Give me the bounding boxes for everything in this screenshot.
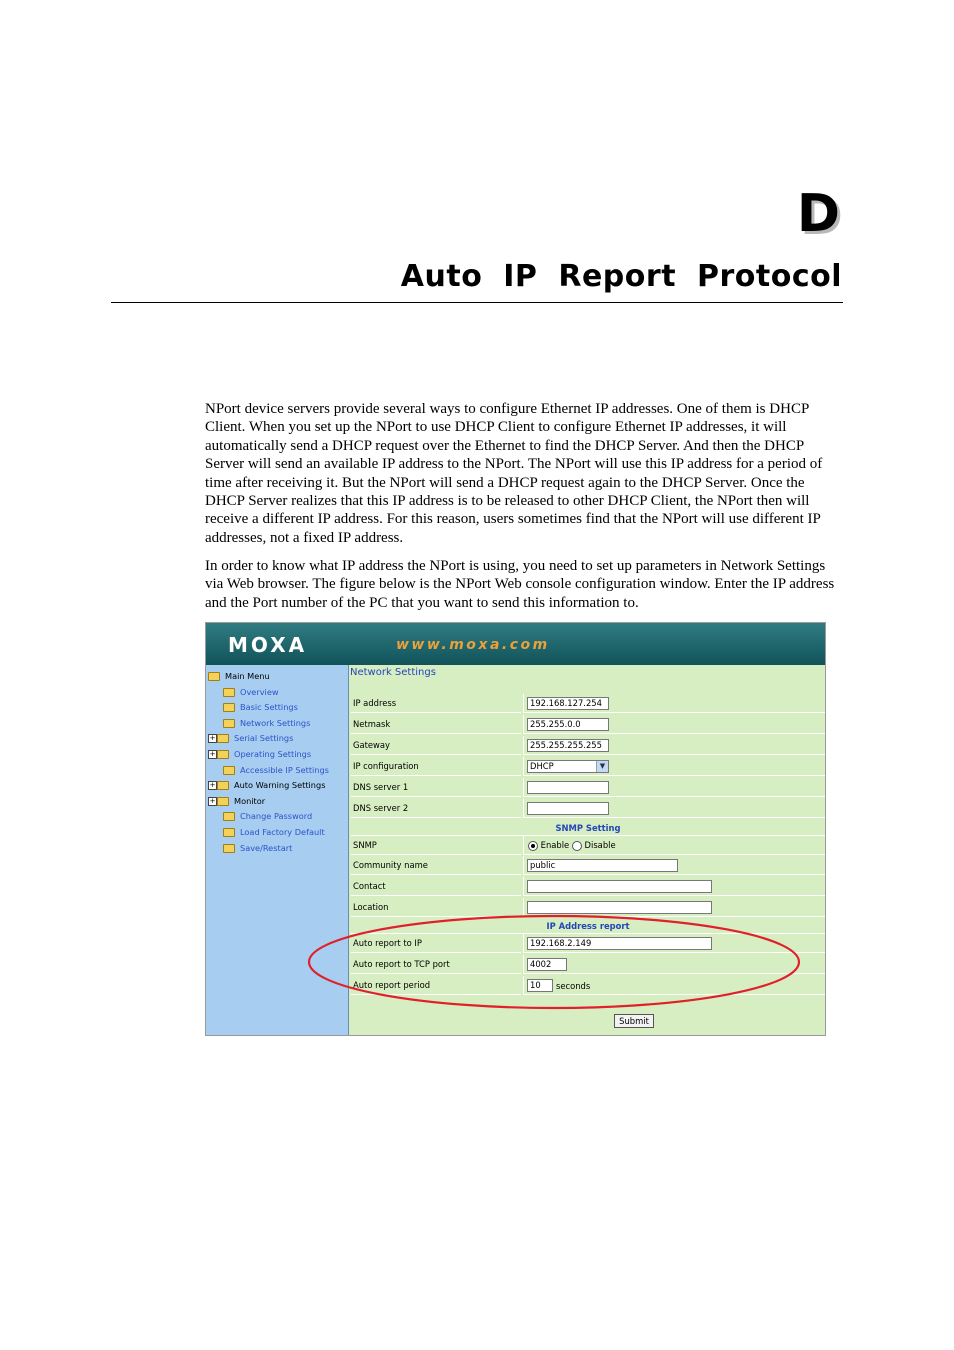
main-menu xyxy=(208,669,329,856)
chapter-title: Auto IP Report Protocol xyxy=(400,259,842,294)
row-contact xyxy=(351,877,825,896)
community-label: Community name xyxy=(351,856,521,875)
row-ip-configuration xyxy=(351,757,825,776)
console-header xyxy=(206,623,825,665)
folder-icon xyxy=(223,844,235,853)
chevron-down-icon[interactable]: ▼ xyxy=(596,761,608,772)
ip-configuration-label: IP configuration xyxy=(351,757,521,776)
ip-address-input[interactable]: 192.168.127.254 xyxy=(527,697,609,710)
community-input[interactable]: public xyxy=(527,859,678,872)
folder-icon xyxy=(223,766,235,775)
menu-item-change-password[interactable]: Change Password xyxy=(208,809,329,825)
report-period-label: Auto report period xyxy=(351,976,521,995)
dns2-label: DNS server 2 xyxy=(351,799,521,818)
ip-report-section-header: IP Address report xyxy=(351,919,825,934)
menu-item-monitor[interactable]: + Monitor xyxy=(209,795,266,806)
appendix-letter: D xyxy=(796,184,840,244)
menu-item-accessible-ip[interactable]: Accessible IP Settings xyxy=(208,763,329,779)
netmask-label: Netmask xyxy=(351,715,521,734)
row-ip-address xyxy=(351,694,825,713)
expand-icon[interactable]: + xyxy=(209,734,216,743)
row-snmp: SNMP Enable Disable xyxy=(351,836,825,855)
menu-item-operating-settings[interactable]: + Operating Settings xyxy=(209,748,312,759)
row-dns2 xyxy=(351,799,825,818)
report-period-unit: seconds xyxy=(556,981,591,991)
report-ip-label: Auto report to IP xyxy=(351,934,521,953)
menu-item-basic-settings[interactable]: Basic Settings xyxy=(208,700,329,716)
submit-button[interactable]: Submit xyxy=(614,1014,654,1028)
location-label: Location xyxy=(351,898,521,917)
contact-label: Contact xyxy=(351,877,521,896)
gateway-label: Gateway xyxy=(351,736,521,755)
contact-input[interactable] xyxy=(527,880,712,893)
dns2-input[interactable] xyxy=(527,802,609,815)
dns1-input[interactable] xyxy=(527,781,609,794)
expand-icon[interactable]: + xyxy=(209,796,216,805)
folder-icon xyxy=(217,750,229,759)
row-dns1 xyxy=(351,778,825,797)
highlight-ellipse xyxy=(306,913,802,1011)
menu-item-load-factory-default[interactable]: Load Factory Default xyxy=(208,825,329,841)
ip-configuration-select[interactable]: DHCP ▼ xyxy=(527,760,609,773)
gateway-input[interactable]: 255.255.255.255 xyxy=(527,739,609,752)
expand-icon[interactable]: + xyxy=(209,749,216,758)
paragraph-intro: NPort device servers provide several ways to configure Ethernet IP addresses. One of them is DHCP Client. When you set up the NPort to use DHCP Client to configure Ethernet IP addresses, it will automatically send a DHCP request over the Ethernet to find the DHCP Server. And then the DHCP Server will send an available IP address to the NPort. The NPort will use this IP address for a period of time after receiving it. But the NPort will send a DHCP request again to the DHCP Server. Once the DHCP Server realizes that this IP address is to be released to other DHCP Client, the NPort then will receive a different IP address. For this reason, users sometimes find that the NPort will use different IP addresses, not a fixed IP address. xyxy=(205,401,823,546)
report-port-input[interactable]: 4002 xyxy=(527,958,567,971)
row-gateway xyxy=(351,736,825,755)
moxa-logo: MOXA xyxy=(228,633,308,657)
folder-icon xyxy=(223,703,235,712)
row-netmask xyxy=(351,715,825,734)
row-community xyxy=(351,856,825,875)
netmask-input[interactable]: 255.255.0.0 xyxy=(527,718,609,731)
menu-item-serial-settings[interactable]: + Serial Settings xyxy=(209,733,294,744)
folder-icon xyxy=(217,734,229,743)
folder-icon xyxy=(223,812,235,821)
menu-item-overview[interactable]: Overview xyxy=(208,685,329,701)
ip-address-label: IP address xyxy=(351,694,521,713)
snmp-disable-radio[interactable] xyxy=(572,841,582,851)
folder-icon xyxy=(223,828,235,837)
report-period-input[interactable]: 10 xyxy=(527,979,553,992)
snmp-enable-radio[interactable] xyxy=(528,841,538,851)
panel-heading: Network Settings xyxy=(350,667,436,678)
folder-icon xyxy=(223,719,235,728)
folder-icon xyxy=(217,781,229,790)
site-url: www.moxa.com xyxy=(396,637,550,653)
snmp-label: SNMP xyxy=(351,836,521,855)
folder-icon xyxy=(217,797,229,806)
menu-root[interactable]: Main Menu xyxy=(208,669,329,685)
folder-icon xyxy=(223,688,235,697)
folder-icon xyxy=(208,672,220,681)
menu-item-auto-warning[interactable]: + Auto Warning Settings xyxy=(209,780,326,791)
paragraph-instructions: In order to know what IP address the NPort is using, you need to set up parameters in Network Settings via Web browser. The figure below is the NPort Web console configuration window. Enter the IP address and the Port number of the PC that you want to send this information to. xyxy=(205,558,835,611)
expand-icon[interactable]: + xyxy=(209,781,216,790)
menu-item-save-restart[interactable]: Save/Restart xyxy=(208,841,329,857)
title-rule xyxy=(111,302,843,303)
menu-item-network-settings[interactable]: Network Settings xyxy=(208,716,329,732)
snmp-section-header: SNMP Setting xyxy=(351,821,825,836)
report-ip-input[interactable]: 192.168.2.149 xyxy=(527,937,712,950)
dns1-label: DNS server 1 xyxy=(351,778,521,797)
report-port-label: Auto report to TCP port xyxy=(351,955,521,974)
